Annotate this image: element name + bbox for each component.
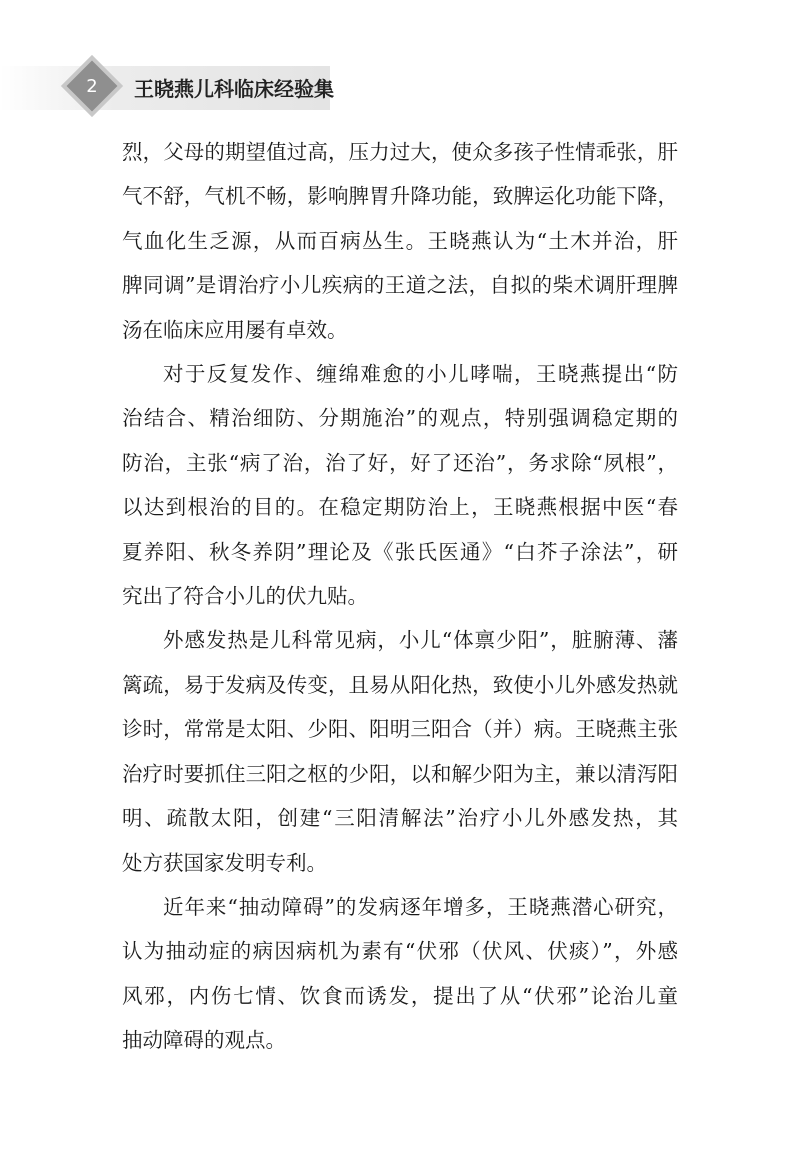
text-line: 抽动障碍的观点。 xyxy=(122,1028,286,1053)
text-line: 处方获国家发明专利。 xyxy=(122,850,327,875)
page-number: 2 xyxy=(86,75,98,97)
text-line: 认为抽动症的病因病机为素有“伏邪（伏风、伏痰）”，外感 xyxy=(122,939,678,964)
text-line: 以达到根治的目的。在稳定期防治上，王晓燕根据中医“春 xyxy=(122,495,678,520)
text-line: 治结合、精治细防、分期施治”的观点，特别强调稳定期的 xyxy=(122,406,678,431)
text-line: 近年来“抽动障碍”的发病逐年增多，王晓燕潜心研究， xyxy=(163,894,678,919)
book-title: 王晓燕儿科临床经验集 xyxy=(134,77,334,101)
text-line: 明、疏散太阳，创建“三阳清解法”治疗小儿外感发热，其 xyxy=(122,806,678,831)
paragraph xyxy=(122,130,678,352)
text-line: 篱疏，易于发病及传变，且易从阳化热，致使小儿外感发热就 xyxy=(122,672,678,697)
body-text xyxy=(122,130,678,1063)
paragraph xyxy=(122,618,678,884)
text-line: 气血化生乏源，从而百病丛生。王晓燕认为“土木并治，肝 xyxy=(122,228,678,253)
text-line: 烈，父母的期望值过高，压力过大，使众多孩子性情乖张，肝 xyxy=(122,140,678,164)
text-line: 诊时，常常是太阳、少阳、阳明三阳合（并）病。王晓燕主张 xyxy=(122,717,678,742)
paragraph xyxy=(122,352,678,618)
text-line: 治疗时要抓住三阳之枢的少阳，以和解少阳为主，兼以清泻阳 xyxy=(122,761,678,786)
text-line: 气不舒，气机不畅，影响脾胃升降功能，致脾运化功能下降， xyxy=(122,184,678,209)
text-line: 脾同调”是谓治疗小儿疾病的王道之法，自拟的柴术调肝理脾 xyxy=(122,273,678,298)
text-line: 究出了符合小儿的伏九贴。 xyxy=(122,584,368,609)
text-line: 汤在临床应用屡有卓效。 xyxy=(122,317,348,342)
text-line: 夏养阳、秋冬养阴”理论及《张氏医通》“白芥子涂法”，研 xyxy=(122,539,678,564)
text-line: 对于反复发作、缠绵难愈的小儿哮喘，王晓燕提出“防 xyxy=(163,362,678,387)
text-line: 外感发热是儿科常见病，小儿“体禀少阳”，脏腑薄、藩 xyxy=(163,628,678,653)
text-line: 防治，主张“病了治，治了好，好了还治”，务求除“夙根”， xyxy=(122,450,678,475)
paragraph xyxy=(122,885,678,1063)
text-line: 风邪，内伤七情、饮食而诱发，提出了从“伏邪”论治儿童 xyxy=(122,983,678,1008)
running-header xyxy=(0,44,800,124)
